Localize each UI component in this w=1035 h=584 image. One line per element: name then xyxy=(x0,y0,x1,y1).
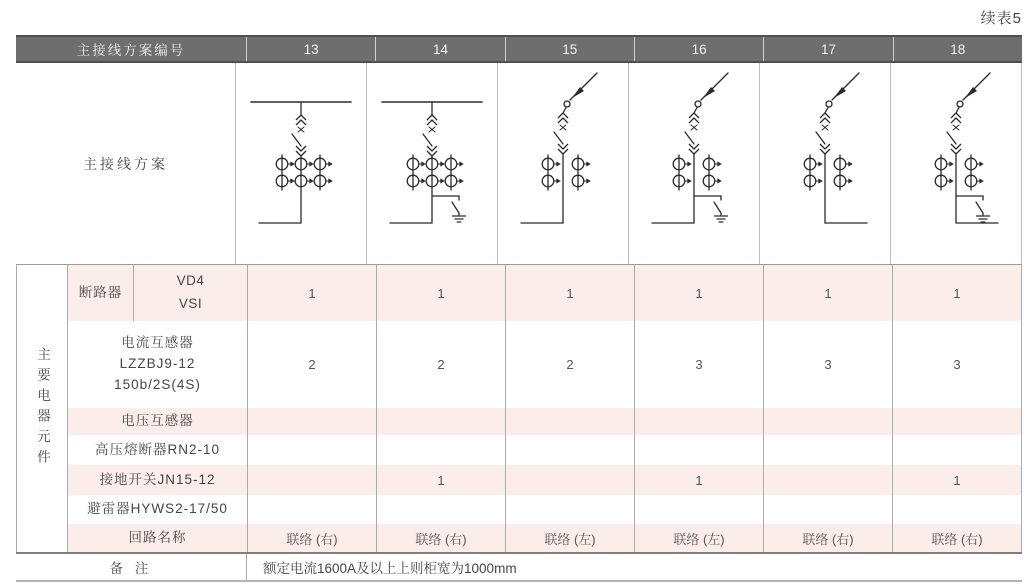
value-cell xyxy=(634,435,763,465)
value-cell xyxy=(376,435,505,465)
value-cell: 3 xyxy=(892,321,1021,408)
value-cell: 1 xyxy=(634,265,763,321)
remark-text: 额定电流1600A及以上上则柜宽为1000mm xyxy=(246,554,1022,580)
diagram-row xyxy=(16,63,1022,264)
components-group-label: 主要电器元件 xyxy=(35,347,50,470)
value-cell xyxy=(892,408,1021,435)
continuation-label: 续表5 xyxy=(980,10,1022,27)
voltage-transformer-label: 电压互感器 xyxy=(121,413,194,429)
value-cell: 2 xyxy=(247,321,376,408)
single-line-diagram-14 xyxy=(366,63,497,264)
value-cell xyxy=(763,408,892,435)
row-voltage-transformer xyxy=(68,408,1021,435)
header-scheme-18: 18 xyxy=(893,37,1022,61)
single-line-diagram-15 xyxy=(497,63,628,264)
circuit-name-label: 回路名称 xyxy=(128,529,187,545)
header-scheme-number-label: 主接线方案编号 xyxy=(76,43,186,58)
header-scheme-13: 13 xyxy=(246,37,375,61)
value-cell: 3 xyxy=(634,321,763,408)
header-scheme-15: 15 xyxy=(505,37,634,61)
value-cell: 1 xyxy=(376,465,505,495)
value-cell: 2 xyxy=(505,321,634,408)
row-lightning-arrester xyxy=(68,495,1021,524)
lightning-arrester-label: 避雷器HYWS2-17/50 xyxy=(87,501,228,517)
value-cell xyxy=(247,495,376,524)
value-cell: 联络 (左) xyxy=(505,524,634,552)
value-cell xyxy=(634,495,763,524)
value-cell: 1 xyxy=(634,465,763,495)
value-cell: 联络 (右) xyxy=(247,524,376,552)
value-cell xyxy=(763,465,892,495)
value-cell xyxy=(763,495,892,524)
single-line-diagram-16 xyxy=(628,63,759,264)
value-cell xyxy=(505,465,634,495)
row-circuit-name xyxy=(68,524,1021,552)
table-header-row xyxy=(16,35,1022,63)
value-cell: 1 xyxy=(892,465,1021,495)
row-circuit-breaker xyxy=(68,265,1021,321)
value-cell: 1 xyxy=(376,265,505,321)
row-current-transformer xyxy=(68,321,1021,408)
value-cell xyxy=(247,465,376,495)
row-hv-fuse xyxy=(68,435,1021,465)
scheme-table xyxy=(16,35,1022,582)
value-cell xyxy=(892,495,1021,524)
value-cell: 1 xyxy=(763,265,892,321)
value-cell xyxy=(763,435,892,465)
value-cell xyxy=(634,408,763,435)
ct-label-line2: LZZBJ9-12 xyxy=(119,356,196,372)
ct-label-line1: 电流互感器 xyxy=(121,335,194,351)
value-cell xyxy=(376,408,505,435)
value-cell: 2 xyxy=(376,321,505,408)
remark-label: 备 注 xyxy=(109,561,153,576)
header-scheme-17: 17 xyxy=(763,37,892,61)
components-section xyxy=(16,264,1022,552)
value-cell: 3 xyxy=(763,321,892,408)
diagram-row-label: 主接线方案 xyxy=(83,155,168,172)
value-cell xyxy=(505,495,634,524)
breaker-model-vd4: VD4 xyxy=(176,273,205,289)
remark-row xyxy=(16,552,1022,582)
value-cell xyxy=(247,408,376,435)
value-cell: 1 xyxy=(505,265,634,321)
circuit-breaker-models xyxy=(134,270,247,316)
value-cell xyxy=(505,435,634,465)
hv-fuse-label: 高压熔断器RN2-10 xyxy=(94,441,221,457)
value-cell xyxy=(892,435,1021,465)
value-cell: 1 xyxy=(892,265,1021,321)
components-group-cell xyxy=(17,265,68,552)
value-cell: 联络 (右) xyxy=(892,524,1021,552)
single-line-diagram-18 xyxy=(890,63,1022,264)
value-cell xyxy=(247,435,376,465)
value-cell: 联络 (右) xyxy=(763,524,892,552)
circuit-breaker-name: 断路器 xyxy=(68,265,134,321)
breaker-model-vsi: VSI xyxy=(178,296,203,311)
circuit-breaker-label-cell xyxy=(68,265,247,321)
components-rows xyxy=(68,265,1021,552)
header-scheme-14: 14 xyxy=(375,37,504,61)
row-earthing-switch xyxy=(68,465,1021,495)
header-scheme-16: 16 xyxy=(634,37,763,61)
single-line-diagram-17 xyxy=(759,63,890,264)
value-cell: 联络 (左) xyxy=(634,524,763,552)
current-transformer-label xyxy=(68,321,247,408)
earthing-switch-label: 接地开关JN15-12 xyxy=(99,471,216,487)
value-cell: 1 xyxy=(247,265,376,321)
ct-label-line3: 150b/2S(4S) xyxy=(114,376,201,392)
value-cell xyxy=(505,408,634,435)
value-cell xyxy=(376,495,505,524)
single-line-diagram-13 xyxy=(235,63,366,264)
value-cell: 联络 (右) xyxy=(376,524,505,552)
